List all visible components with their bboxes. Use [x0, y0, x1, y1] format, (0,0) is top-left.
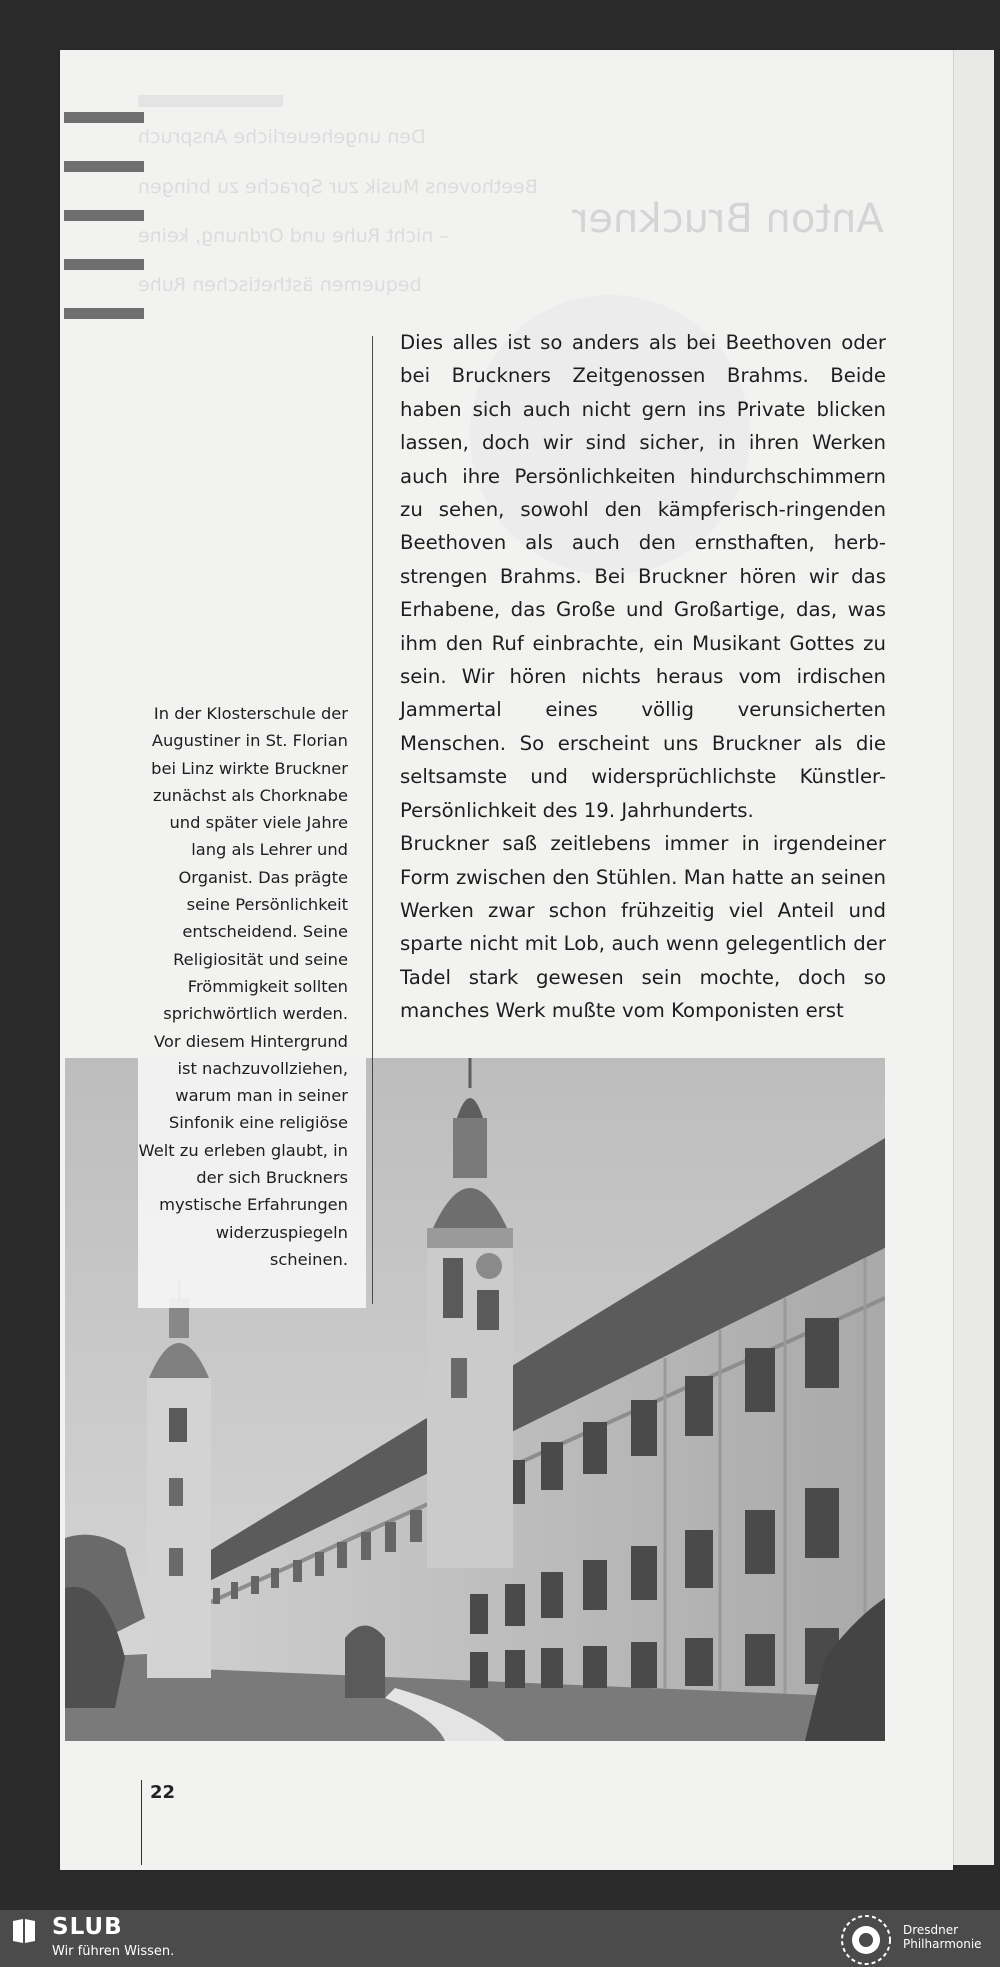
- ghost-line: Den ungeheuerliche Anspruch: [138, 126, 426, 148]
- page-tab-marker: [64, 210, 144, 221]
- page-tab-marker: [64, 161, 144, 172]
- page-number-rule: [141, 1780, 142, 1865]
- library-name[interactable]: SLUB: [52, 1914, 123, 1940]
- partner-name-line: Philharmonie: [903, 1937, 982, 1951]
- partner-name-line: Dresdner: [903, 1923, 959, 1937]
- main-text-column: [400, 326, 886, 1028]
- page-number: 22: [150, 1782, 176, 1803]
- page-tab-marker: [64, 308, 144, 319]
- paragraph: Bruckner saß zeitlebens immer in irgendeiner Form zwischen den Stühlen. Man hatte an seinen Werken zwar schon frühzeitig viel Anteil und sparte nicht mit Lob, auch wenn gelegentlich der Tadel stark gewesen sein mochte, doch so manches Werk mußte vom Komponisten erst: [400, 832, 886, 1023]
- philharmonie-logo-icon: [840, 1914, 892, 1966]
- page-tab-marker: [64, 112, 144, 123]
- next-page-edge: [953, 50, 994, 1865]
- partner-name[interactable]: [903, 1923, 982, 1951]
- ghost-line: Beethovens Musik zur Sprache zu bringen: [138, 176, 538, 198]
- page-tab-marker: [64, 259, 144, 270]
- ghost-line: bequemen ästhetischen Ruhe: [138, 274, 422, 296]
- ghost-line: – nicht Ruhe und Ordnung, keine: [138, 225, 449, 247]
- library-tagline: Wir führen Wissen.: [52, 1944, 175, 1959]
- caption-paragraph: Vor diesem Hintergrund ist nachzuvollziehen, warum man in seiner Sinfonik eine religiöse Welt zu erleben glaubt, in der sich Bruckners mystische Erfahrungen widerzuspiegeln scheinen.: [138, 1031, 348, 1269]
- ghost-title: Anton Bruckner: [572, 196, 884, 242]
- column-divider: [372, 336, 373, 1304]
- ghost-bar: [138, 95, 283, 107]
- caption-paragraph: In der Klosterschule der Augustiner in St. Florian bei Linz wirkte Bruckner zunächst als Chorknabe und später viele Jahre lang als Lehrer und Organist. Das prägte seine Persönlichkeit entscheidend. Seine Religiosität und seine Frömmigkeit sollten sprichwörtlich werden.: [151, 704, 348, 1024]
- paragraph: Dies alles ist so anders als bei Beethoven oder bei Bruckners Zeitgenossen Brahms. Beide haben sich auch nicht gern ins Private blicken lassen, doch wir sind sicher, in ihren Werken auch ihre Persönlichkeiten hindurchschimmern zu sehen, sowohl den kämpferisch-ringenden Beethoven als auch den ernsthaften, herb-strengen Brahms. Bei Bruckner hören wir das Erhabene, das Große und Großartige, das, was ihm den Ruf einbrachte, ein Musikant Gottes zu sein. Wir hören nichts heraus vom irdischen Jammertal eines völlig verunsicherten Menschen. So erscheint uns Bruckner als die seltsamste und widersprüchlichste Künstler-Persönlichkeit des 19. Jahrhunderts.: [400, 331, 886, 822]
- sidebar-caption: [138, 700, 348, 1273]
- book-icon: [12, 1918, 36, 1944]
